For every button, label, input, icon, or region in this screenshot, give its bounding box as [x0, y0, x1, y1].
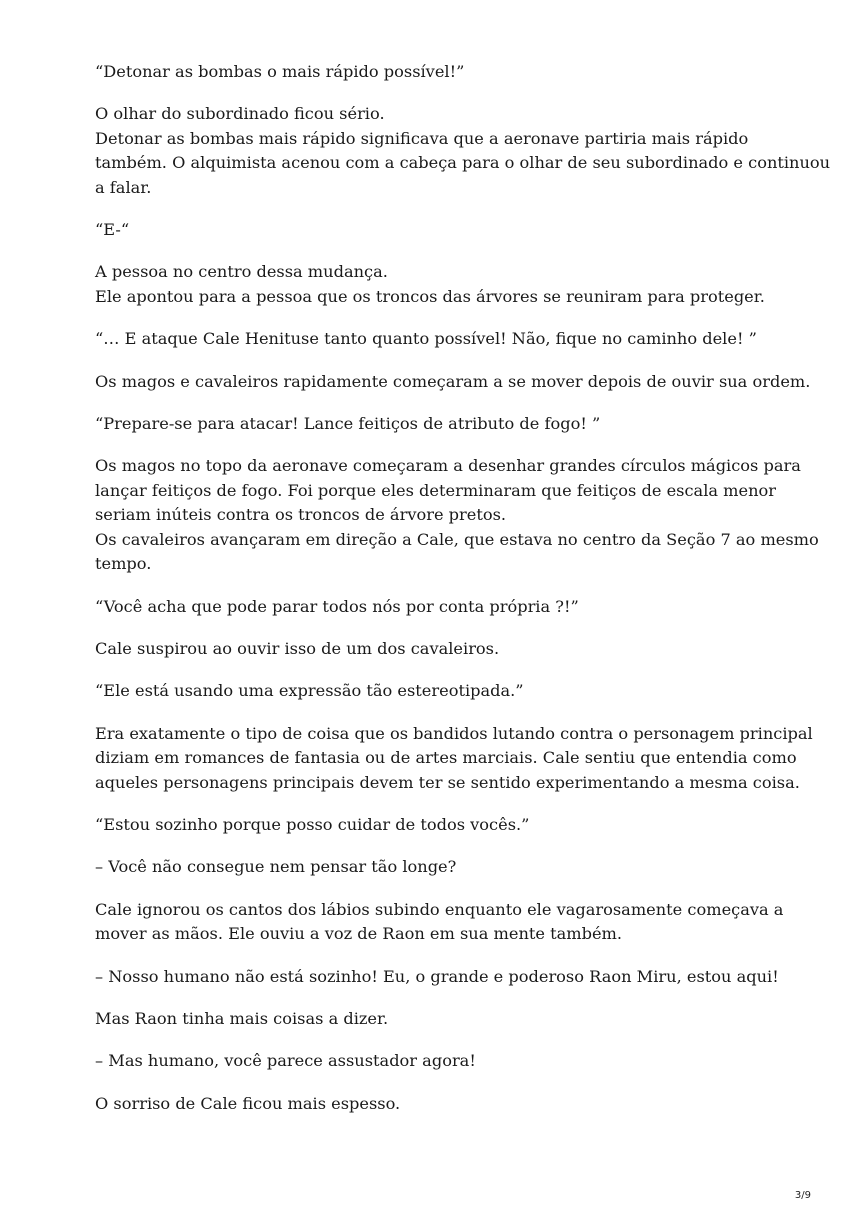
text-line: O sorriso de Cale ficou mais espesso.	[95, 1093, 401, 1113]
text-line: a falar.	[95, 177, 152, 197]
text-line: Mas Raon tinha mais coisas a dizer.	[95, 1008, 389, 1028]
text-line: A pessoa no centro dessa mudança.	[95, 262, 388, 282]
text-line: Os magos no topo da aeronave começaram a desenhar grandes círculos mágicos para	[95, 456, 801, 476]
text-line: “Estou sozinho porque posso cuidar de todos vocês.”	[95, 814, 530, 834]
paragraph	[95, 898, 795, 947]
page-number: 3/9	[794, 1190, 811, 1201]
text-line: – Você não consegue nem pensar tão longe?	[95, 857, 457, 877]
document-body	[95, 60, 831, 1134]
text-line: mover as mãos. Ele ouviu a voz de Raon em sua mente também.	[95, 924, 623, 944]
paragraph	[95, 370, 811, 394]
text-line: Cale suspirou ao ouvir isso de um dos cavaleiros.	[95, 638, 500, 658]
text-line: seriam inúteis contra os troncos de árvore pretos.	[95, 505, 507, 525]
text-line: “Prepare-se para atacar! Lance feitiços de atributo de fogo! ”	[95, 414, 601, 434]
paragraph	[95, 855, 795, 879]
paragraph	[95, 1092, 795, 1116]
paragraph	[95, 454, 819, 576]
paragraph	[95, 813, 795, 837]
text-line: lançar feitiços de fogo. Foi porque eles determinaram que feitiços de escala menor	[95, 480, 777, 500]
text-line: “… E ataque Cale Henituse tanto quanto possível! Não, fique no caminho dele! ”	[95, 329, 757, 349]
text-line: “Você acha que pode parar todos nós por conta própria ?!”	[95, 596, 579, 616]
text-line: aqueles personagens principais devem ter se sentido experimentando a mesma coisa.	[95, 772, 800, 792]
text-line: O olhar do subordinado ficou sério.	[95, 104, 385, 124]
text-line: Os magos e cavaleiros rapidamente começaram a se mover depois de ouvir sua ordem.	[95, 371, 811, 391]
text-line: “Ele está usando uma expressão tão estereotipada.”	[95, 681, 524, 701]
paragraph	[95, 60, 795, 84]
text-line: Cale ignorou os cantos dos lábios subindo enquanto ele vagarosamente começava a	[95, 899, 784, 919]
text-line: “E-“	[95, 220, 130, 240]
text-line: também. O alquimista acenou com a cabeça para o olhar de seu subordinado e continuou	[95, 153, 831, 173]
paragraph	[95, 965, 795, 989]
text-line: Ele apontou para a pessoa que os troncos das árvores se reuniram para proteger.	[95, 286, 765, 306]
paragraph	[95, 218, 795, 242]
paragraph	[95, 637, 795, 661]
paragraph	[95, 722, 813, 795]
paragraph	[95, 679, 795, 703]
paragraph	[95, 1007, 795, 1031]
text-line: Detonar as bombas mais rápido significava que a aeronave partiria mais rápido	[95, 128, 749, 148]
paragraph	[95, 260, 795, 309]
paragraph	[95, 412, 795, 436]
text-line: tempo.	[95, 554, 152, 574]
text-line: Os cavaleiros avançaram em direção a Cale, que estava no centro da Seção 7 ao mesmo	[95, 529, 819, 549]
text-line: – Nosso humano não está sozinho! Eu, o grande e poderoso Raon Miru, estou aqui!	[95, 966, 779, 986]
text-line: diziam em romances de fantasia ou de artes marciais. Cale sentiu que entendia como	[95, 748, 797, 768]
text-line: Era exatamente o tipo de coisa que os bandidos lutando contra o personagem principal	[95, 723, 813, 743]
text-line: “Detonar as bombas o mais rápido possível!”	[95, 62, 465, 81]
paragraph	[95, 327, 795, 351]
paragraph	[95, 102, 831, 200]
text-line: – Mas humano, você parece assustador agora!	[95, 1051, 476, 1071]
paragraph	[95, 1049, 795, 1073]
paragraph	[95, 595, 795, 619]
